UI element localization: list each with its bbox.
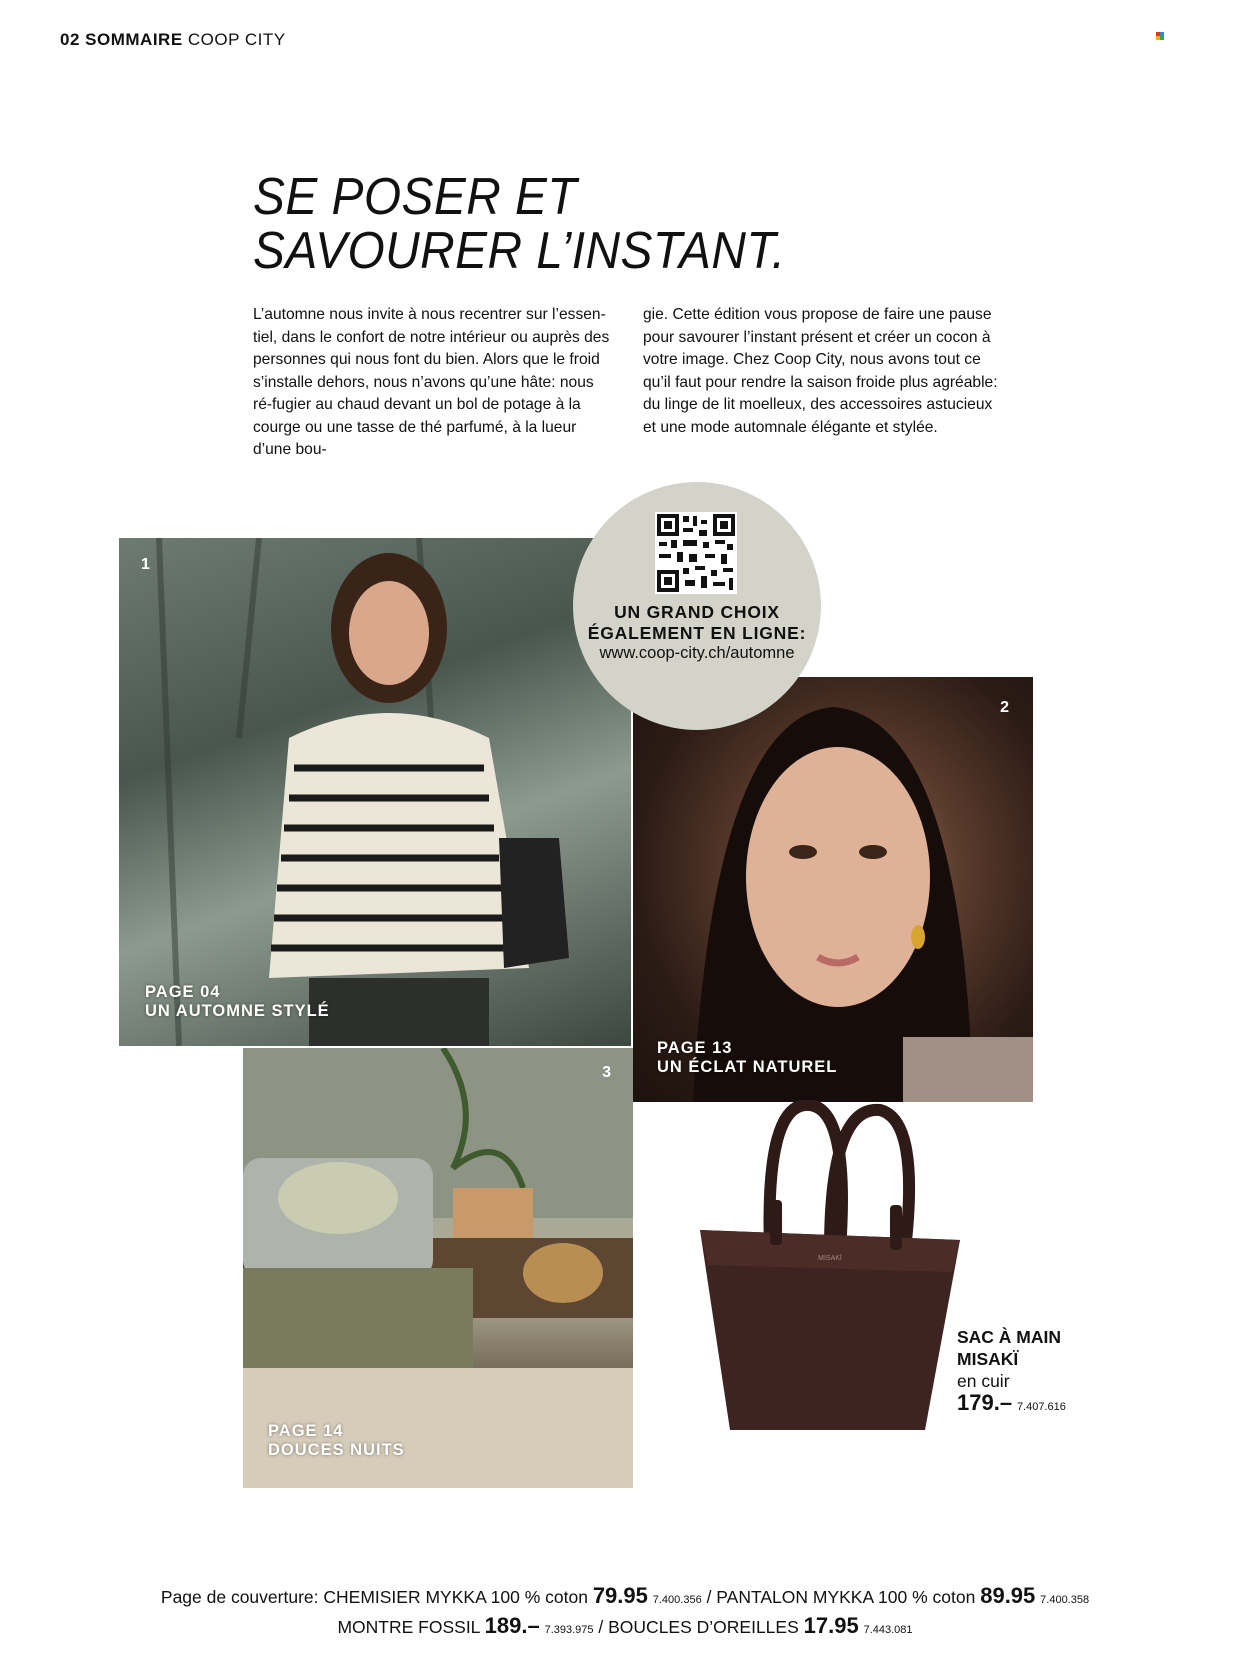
page-header xyxy=(60,30,286,50)
photo-title: UN ÉCLAT NATUREL xyxy=(657,1058,838,1076)
handbag-illustration xyxy=(690,1100,970,1440)
cover-credits xyxy=(0,1583,1250,1643)
photo-autumn-style[interactable] xyxy=(119,538,631,1046)
photo-number: 2 xyxy=(1000,699,1009,716)
product-material: en cuir xyxy=(957,1371,1010,1391)
photo-number: 3 xyxy=(602,1064,611,1081)
brand-mark-icon xyxy=(1156,32,1164,40)
product-name-2: MISAKÏ xyxy=(957,1349,1019,1369)
online-line-2: ÉGALEMENT EN LIGNE: xyxy=(587,623,807,643)
bag-logo-text: MISAKÏ xyxy=(818,1255,842,1262)
credit-item: CHEMISIER MYKKA 100 % coton xyxy=(323,1587,588,1607)
credit-price: 189.– xyxy=(484,1613,540,1638)
credits-prefix: Page de couverture: xyxy=(160,1587,319,1607)
photo-page: PAGE 13 xyxy=(657,1039,733,1057)
photo-title: UN AUTOMNE STYLÉ xyxy=(145,1002,330,1020)
credit-item: / BOUCLES D’OREILLES xyxy=(598,1617,799,1637)
credit-price: 17.95 xyxy=(803,1613,859,1638)
brand-name: COOP CITY xyxy=(187,30,286,49)
product-price: 179.– xyxy=(957,1390,1013,1415)
online-line-1: UN GRAND CHOIX xyxy=(614,602,780,622)
photo-page: PAGE 04 xyxy=(145,983,221,1001)
intro-column-1: L’automne nous invite à nous recentrer sur l’essen-tiel, dans le confort de notre intérieur ou auprès des personnes qui nous font du bien. Alors que le froid s’installe dehors, nous n’avons qu’une hâte: nous ré-fugier au chaud devant un bol de potage à la courge ou une tasse de thé parfumé, à la lueur d’une bou- xyxy=(253,306,610,458)
woman-striped-cardigan-illustration xyxy=(119,538,631,1046)
online-url-link[interactable]: www.coop-city.ch/automne xyxy=(599,644,795,662)
qr-code-icon[interactable] xyxy=(655,512,737,594)
product-name-1: SAC À MAIN xyxy=(957,1327,1062,1347)
section-title: SOMMAIRE xyxy=(85,30,183,49)
intro-column-2: gie. Cette édition vous propose de faire une pause pour savourer l’instant présent et créer un cocon à votre image. Chez Coop City, nous avons tout ce qu’il faut pour rendre la saison froide plus agréable: du linge de lit moelleux, des accessoires astucieux et une mode automnale élégante et stylée. xyxy=(643,306,998,436)
page-number: 02 xyxy=(60,30,80,49)
credit-ref: 7.393.975 xyxy=(544,1624,594,1636)
online-heading xyxy=(573,602,821,644)
credit-ref: 7.400.356 xyxy=(652,1594,702,1606)
credit-price: 79.95 xyxy=(592,1583,648,1608)
credit-item: MONTRE FOSSIL xyxy=(337,1617,480,1637)
photo-title: DOUCES NUITS xyxy=(268,1441,405,1459)
photo-number: 1 xyxy=(141,556,150,573)
photo-natural-glow[interactable] xyxy=(633,677,1033,1102)
page-headline xyxy=(253,170,785,278)
headline-line-1: SE POSER ET xyxy=(253,168,578,226)
photo-caption xyxy=(145,983,330,1021)
photo-page: PAGE 14 xyxy=(268,1422,344,1440)
credit-price: 89.95 xyxy=(980,1583,1036,1608)
photo-caption xyxy=(657,1039,837,1077)
cover-credits-line-2 xyxy=(0,1613,1250,1643)
photo-sweet-nights[interactable] xyxy=(243,1048,633,1488)
headline-line-2: SAVOURER L’INSTANT. xyxy=(253,222,786,280)
online-shop-badge[interactable] xyxy=(573,482,821,730)
credit-item: / PANTALON MYKKA 100 % coton xyxy=(706,1587,976,1607)
credit-ref: 7.400.358 xyxy=(1040,1594,1090,1606)
cover-credits-line-1 xyxy=(0,1583,1250,1613)
photo-caption xyxy=(268,1422,405,1460)
product-ref: 7.407.616 xyxy=(1016,1401,1066,1413)
credit-ref: 7.443.081 xyxy=(863,1624,913,1636)
product-label xyxy=(957,1326,1066,1418)
